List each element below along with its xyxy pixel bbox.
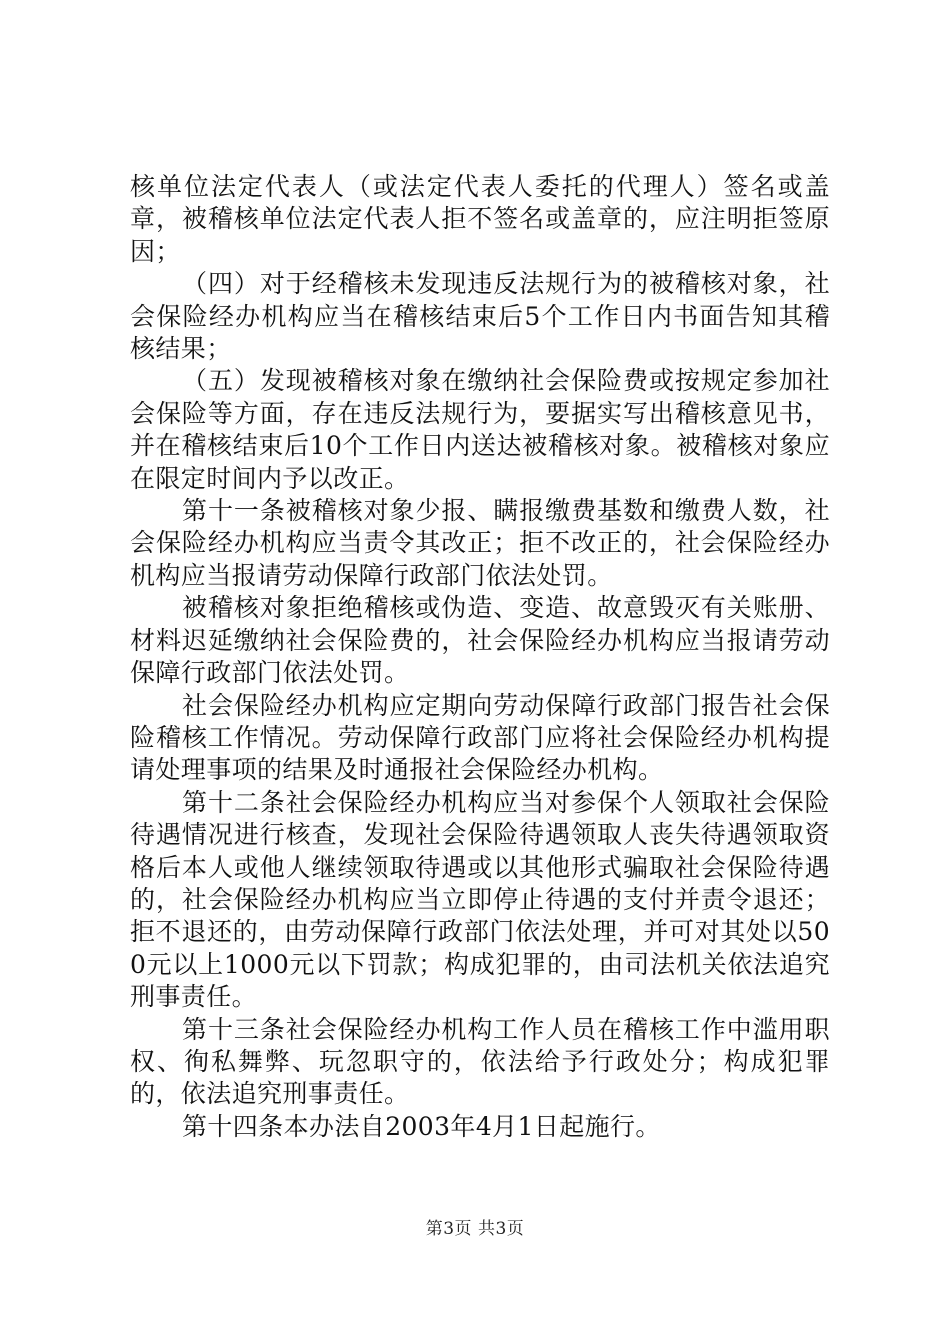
page-number-footer: 第3页 共3页 [425,1219,525,1239]
paragraph-item-four: （四）对于经稽核未发现违反法规行为的被稽核对象，社会保险经办机构应当在稽核结束后5个工作日内书面告知其稽核结果； [130,269,830,364]
paragraph-article-11: 第十一条被稽核对象少报、瞒报缴费基数和缴费人数，社会保险经办机构应当责令其改正；拒不改正的，社会保险经办机构应当报请劳动保障行政部门依法处罚。 [130,496,830,590]
paragraph-article-11-refusal: 被稽核对象拒绝稽核或伪造、变造、故意毁灭有关账册、材料迟延缴纳社会保险费的，社会保险经办机构应当报请劳动保障行政部门依法处罚。 [130,593,830,688]
paragraph-continuation: 核单位法定代表人（或法定代表人委托的代理人）签名或盖章，被稽核单位法定代表人拒不签名或盖章的，应注明拒签原因； [130,172,830,266]
paragraph-article-14: 第十四条本办法自2003年4月1日起施行。 [182,1111,661,1141]
document-body [130,171,830,1143]
paragraph-item-five: （五）发现被稽核对象在缴纳社会保险费或按规定参加社会保险等方面，存在违反法规行为，要据实写出稽核意见书，并在稽核结束后10个工作日内送达被稽核对象。被稽核对象应在限定时间内予以改正。 [130,366,830,493]
paragraph-article-11-reporting: 社会保险经办机构应定期向劳动保障行政部门报告社会保险稽核工作情况。劳动保障行政部门应将社会保险经办机构提请处理事项的结果及时通报社会保险经办机构。 [130,690,830,785]
paragraph-article-12: 第十二条社会保险经办机构应当对参保个人领取社会保险待遇情况进行核查，发现社会保险待遇领取人丧失待遇领取资格后本人或他人继续领取待遇或以其他形式骗取社会保险待遇的，社会保险经办机构应当立即停止待遇的支付并责令退还；拒不退还的，由劳动保障行政部门依法处理，并可对其处以500元以上1000元以下罚款；构成犯罪的，由司法机关依法追究刑事责任。 [130,787,830,1012]
paragraph-article-13: 第十三条社会保险经办机构工作人员在稽核工作中滥用职权、徇私舞弊、玩忽职守的，依法给予行政处分；构成犯罪的，依法追究刑事责任。 [130,1014,830,1109]
